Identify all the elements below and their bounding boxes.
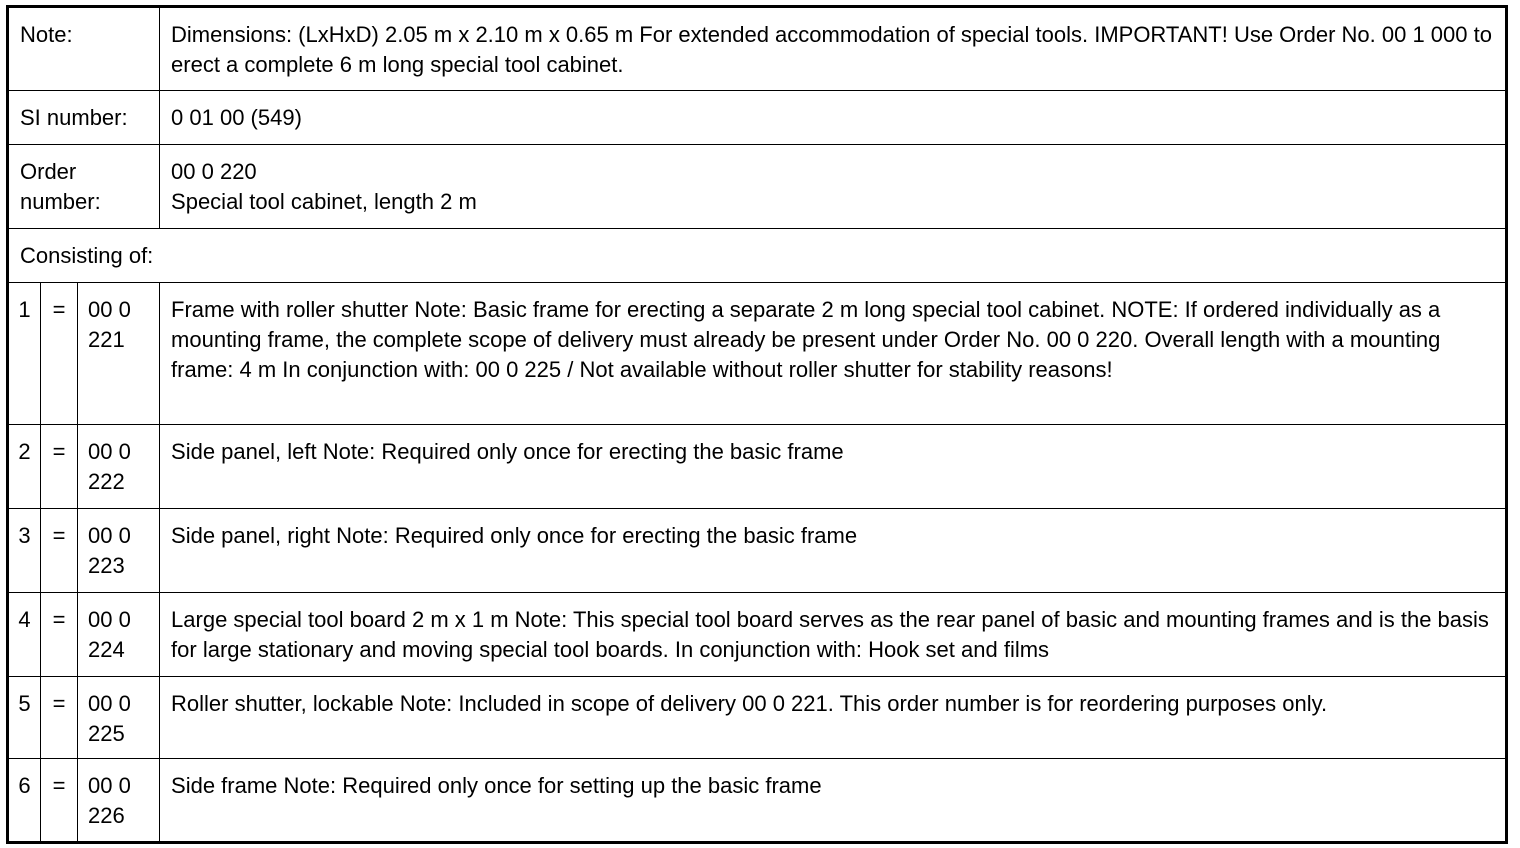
item-equals-sign: = [41,425,78,509]
table-row [8,283,1507,425]
item-order-number: 00 0 221 [78,283,160,425]
item-description: Frame with roller shutter Note: Basic frame for erecting a separate 2 m long special tool cabinet. NOTE: If ordered individually as a mounting frame, the complete scope of delivery must already be present under Order No. 00 0 220. Overall length with a mounting frame: 4 m In conjunction with: 00 0 225 / Not available without roller shutter for stability reasons! [160,283,1507,425]
note-row [8,7,1507,91]
item-number: 4 [8,593,41,677]
item-number: 3 [8,509,41,593]
note-label: Note: [8,7,160,91]
item-order-number: 00 0 226 [78,759,160,843]
order-number-description: Special tool cabinet, length 2 m [171,189,477,214]
parts-table [6,5,1508,844]
item-equals-sign: = [41,759,78,843]
si-number-value: 0 01 00 (549) [160,91,1507,145]
item-description: Side panel, right Note: Required only once for erecting the basic frame [160,509,1507,593]
item-description: Large special tool board 2 m x 1 m Note: This special tool board serves as the rear panel of basic and mounting frames and is the basis for large stationary and moving special tool boards. In conjunction with: Hook set and films [160,593,1507,677]
item-equals-sign: = [41,509,78,593]
order-number-value: 00 0 220 [171,159,257,184]
si-number-label: SI number: [8,91,160,145]
item-equals-sign: = [41,677,78,759]
table-row [8,509,1507,593]
table-row [8,677,1507,759]
item-description: Side panel, left Note: Required only once for erecting the basic frame [160,425,1507,509]
si-number-row [8,91,1507,145]
item-equals-sign: = [41,593,78,677]
order-number-cell [160,145,1507,229]
item-number: 1 [8,283,41,425]
item-order-number: 00 0 225 [78,677,160,759]
item-number: 6 [8,759,41,843]
item-order-number: 00 0 224 [78,593,160,677]
item-description: Side frame Note: Required only once for setting up the basic frame [160,759,1507,843]
item-number: 5 [8,677,41,759]
table-row [8,759,1507,843]
item-equals-sign: = [41,283,78,425]
consisting-of-row [8,229,1507,283]
order-number-row [8,145,1507,229]
consisting-of-heading: Consisting of: [8,229,1507,283]
item-description: Roller shutter, lockable Note: Included in scope of delivery 00 0 221. This order number is for reordering purposes only. [160,677,1507,759]
table-row [8,593,1507,677]
order-number-label: Order number: [8,145,160,229]
item-order-number: 00 0 223 [78,509,160,593]
item-number: 2 [8,425,41,509]
table-row [8,425,1507,509]
item-order-number: 00 0 222 [78,425,160,509]
note-text: Dimensions: (LxHxD) 2.05 m x 2.10 m x 0.65 m For extended accommodation of special tools. IMPORTANT! Use Order No. 00 1 000 to erect a complete 6 m long special tool cabinet. [160,7,1507,91]
